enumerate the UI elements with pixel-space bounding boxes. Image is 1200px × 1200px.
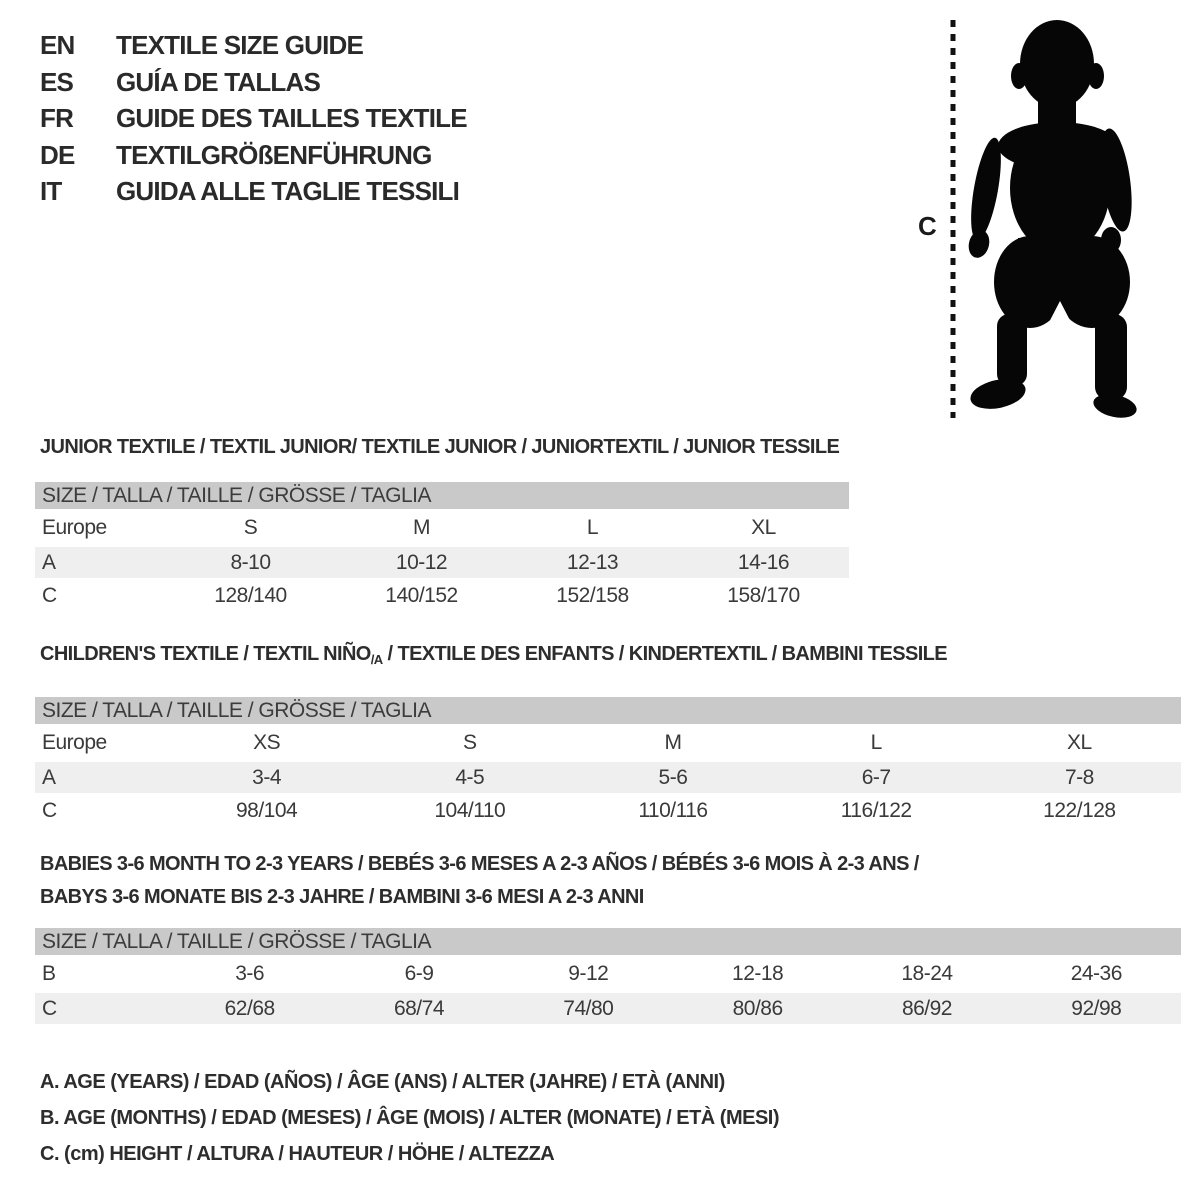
- size-header: SIZE / TALLA / TAILLE / GRÖSSE / TAGLIA: [35, 928, 1181, 955]
- size-value-cell: 158/170: [727, 583, 800, 607]
- size-header: SIZE / TALLA / TAILLE / GRÖSSE / TAGLIA: [35, 482, 849, 509]
- size-value-cell: S: [243, 516, 258, 539]
- row-label-cell: A: [42, 765, 56, 789]
- size-header: SIZE / TALLA / TAILLE / GRÖSSE / TAGLIA: [35, 697, 1181, 724]
- language-row: [40, 100, 467, 137]
- toddler-figure: [930, 14, 1150, 426]
- legend-line: C. (cm) HEIGHT / ALTURA / HAUTEUR / HÖHE / ALTEZZA: [40, 1143, 555, 1165]
- size-table: [35, 957, 1181, 1026]
- size-value-cell: 12-18: [732, 962, 784, 985]
- language-code: ES: [40, 66, 74, 97]
- size-value-cell: 98/104: [235, 798, 298, 822]
- title-text: / TEXTILE DES ENFANTS / KINDERTEXTIL / BAMBINI TESSILE: [382, 643, 948, 665]
- language-label: TEXTILGRÖßENFÜHRUNG: [116, 139, 432, 170]
- language-row: [40, 137, 467, 174]
- size-value-cell: 8-10: [230, 550, 271, 574]
- size-value-cell: 7-8: [1064, 765, 1094, 789]
- size-value-cell: 6-9: [404, 962, 434, 985]
- size-value-cell: 152/158: [556, 583, 629, 607]
- section-babies-textile: [35, 848, 1181, 1026]
- size-value-cell: 92/98: [1071, 996, 1122, 1020]
- title-text: JUNIOR TEXTILE / TEXTIL JUNIOR/ TEXTILE JUNIOR / JUNIORTEXTIL / JUNIOR TESSILE: [40, 436, 840, 458]
- size-value-cell: 128/140: [214, 583, 287, 607]
- size-value-cell: 122/128: [1043, 798, 1116, 822]
- language-label: GUIDE DES TAILLES TEXTILE: [116, 103, 467, 133]
- row-label-cell: Europe: [42, 731, 107, 754]
- size-value-cell: 86/92: [901, 996, 952, 1020]
- table-row: [35, 957, 1181, 992]
- size-value-cell: 3-4: [252, 765, 282, 789]
- legend-line: A. AGE (YEARS) / EDAD (AÑOS) / ÂGE (ANS) / ALTER (JAHRE) / ETÀ (ANNI): [40, 1071, 725, 1093]
- row-label-cell: C: [42, 996, 57, 1020]
- size-value-cell: L: [586, 516, 599, 539]
- section-childrens-textile: [35, 643, 1181, 828]
- row-label-cell: A: [42, 550, 56, 574]
- size-value-cell: 80/86: [732, 996, 783, 1020]
- title-subscript: /A: [370, 652, 383, 667]
- section-title-line: [40, 436, 849, 458]
- language-code: FR: [40, 103, 74, 133]
- table-row: [35, 511, 849, 546]
- language-label: GUIDA ALLE TAGLIE TESSILI: [116, 176, 460, 206]
- measure-label-c: C: [918, 211, 937, 241]
- language-code: DE: [40, 139, 75, 170]
- size-value-cell: 104/110: [434, 798, 506, 822]
- table-row: [35, 579, 849, 612]
- size-value-cell: 110/116: [638, 798, 708, 822]
- section-title: [35, 848, 1181, 914]
- language-code: IT: [40, 176, 62, 206]
- section-junior-textile: [35, 436, 849, 613]
- size-value-cell: 3-6: [235, 962, 265, 985]
- size-value-cell: L: [870, 731, 882, 754]
- table-row: [35, 546, 849, 579]
- size-table: [35, 726, 1181, 828]
- size-value-cell: 74/80: [563, 996, 614, 1020]
- language-row: [40, 64, 467, 101]
- size-value-cell: 24-36: [1070, 962, 1122, 985]
- size-value-cell: 5-6: [658, 765, 688, 789]
- language-row: [40, 27, 467, 64]
- language-label: TEXTILE SIZE GUIDE: [116, 30, 364, 60]
- size-value-cell: 140/152: [385, 583, 458, 607]
- size-value-cell: 116/122: [840, 798, 912, 822]
- size-value-cell: 18-24: [901, 962, 953, 985]
- language-list: [40, 27, 467, 210]
- table-row: [35, 761, 1181, 794]
- section-title: [35, 643, 1181, 671]
- section-title-line: [40, 643, 1181, 671]
- size-value-cell: XL: [1067, 731, 1092, 754]
- row-label-cell: B: [42, 962, 56, 985]
- size-value-cell: 14-16: [737, 550, 790, 574]
- title-text: CHILDREN'S TEXTILE / TEXTIL NIÑO: [40, 643, 371, 665]
- language-label: GUÍA DE TALLAS: [116, 66, 321, 97]
- legend-line: B. AGE (MONTHS) / EDAD (MESES) / ÂGE (MOIS) / ALTER (MONATE) / ETÀ (MESI): [40, 1107, 780, 1129]
- language-row: [40, 173, 467, 210]
- size-value-cell: 12-13: [566, 550, 619, 574]
- row-label-cell: C: [42, 583, 57, 607]
- size-value-cell: 9-12: [568, 962, 609, 985]
- size-value-cell: 4-5: [455, 765, 485, 789]
- size-value-cell: M: [664, 731, 682, 754]
- row-label-cell: C: [42, 798, 57, 822]
- row-label-cell: Europe: [42, 516, 107, 539]
- size-value-cell: 10-12: [395, 550, 448, 574]
- title-text: BABYS 3-6 MONATE BIS 2-3 JAHRE / BAMBINI 3-6 MESI A 2-3 ANNI: [40, 886, 644, 908]
- size-value-cell: 62/68: [224, 996, 275, 1020]
- size-value-cell: 68/74: [393, 996, 445, 1020]
- size-value-cell: XS: [253, 731, 281, 754]
- size-value-cell: M: [413, 516, 430, 539]
- size-value-cell: S: [463, 731, 477, 754]
- language-code: EN: [40, 30, 75, 60]
- table-row: [35, 726, 1181, 761]
- legend: [40, 1064, 779, 1172]
- size-value-cell: XL: [751, 516, 776, 539]
- title-text: BABIES 3-6 MONTH TO 2-3 YEARS / BEBÉS 3-6 MESES A 2-3 AÑOS / BÉBÉS 3-6 MOIS À 2-3 ANS /: [40, 853, 919, 875]
- table-row: [35, 992, 1181, 1025]
- section-title-line: [40, 848, 1181, 881]
- section-title-line: [40, 881, 1181, 914]
- size-value-cell: 6-7: [861, 765, 891, 789]
- size-table: [35, 511, 849, 613]
- section-title: [35, 436, 849, 458]
- table-row: [35, 794, 1181, 827]
- toddler-silhouette: [965, 20, 1139, 421]
